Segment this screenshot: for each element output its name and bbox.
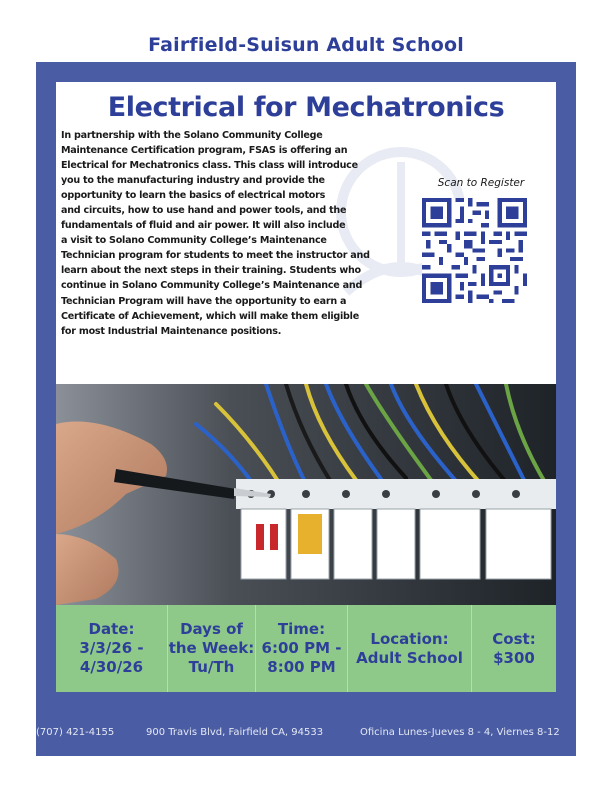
description-line: continue in Solano Community College’s Maintenance and [61,280,363,292]
time-start: 6:00 PM - [261,639,342,657]
location-value: Adult School [356,648,463,667]
description-line: Certificate of Achievement, which will make them eligible [61,310,359,322]
date-end: 4/30/26 [79,658,144,676]
school-name: Fairfield-Suisun Adult School [148,34,464,56]
footer-address: 900 Travis Blvd, Fairfield CA, 94533 [146,727,324,738]
time-cell [256,605,348,692]
days-label-line1: Days of [180,620,243,638]
registration-qr-code[interactable] [422,198,527,303]
date-start: 3/3/26 - [79,639,144,657]
course-title: Electrical for Mechatronics [107,92,505,123]
description-line: you to the manufacturing industry and provide the [61,175,325,187]
description-line: In partnership with the Solano Community College [61,130,323,141]
description-line: for most Industrial Maintenance positions. [61,325,282,337]
description-line: learn about the next steps in their training. Students who [61,265,361,277]
description-line: Technician program for students to meet the instructor and [61,250,370,262]
description-line: Maintenance Certification program, FSAS is offering an [61,145,348,157]
date-cell [56,605,168,692]
time-end: 8:00 PM [267,658,336,676]
location-label: Location: [370,629,449,648]
content-panel [56,82,556,384]
course-description [61,128,391,339]
days-label-line2: the Week: [168,639,255,657]
description-line: Electrical for Mechatronics class. This class will introduce [61,160,358,172]
days-cell [168,605,256,692]
time-label: Time: [277,620,326,638]
description-line: a visit to Solano Community College’s Maintenance [61,235,327,247]
description-line: fundamentals of fluid and air power. It will also include [61,220,346,232]
footer-office-hours: Oficina Lunes-Jueves 8 - 4, Viernes 8-12 [360,727,560,738]
cost-cell [472,605,556,692]
description-line: opportunity to learn the basics of electrical motors [61,190,326,202]
cost-label: Cost: [492,629,536,648]
cost-value: $300 [493,648,535,667]
days-value: Tu/Th [188,658,235,676]
location-cell [348,605,472,692]
electrical-panel-photo [56,384,556,605]
date-label: Date: [88,620,135,638]
description-line: Technician Program will have the opportunity to earn a [61,295,347,307]
footer [36,722,576,746]
footer-phone: (707) 421-4155 [36,727,115,738]
scan-to-register-label: Scan to Register [437,177,525,189]
description-line: and circuits, how to use hand and power tools, and the [61,205,347,217]
class-info-bar [56,605,556,692]
